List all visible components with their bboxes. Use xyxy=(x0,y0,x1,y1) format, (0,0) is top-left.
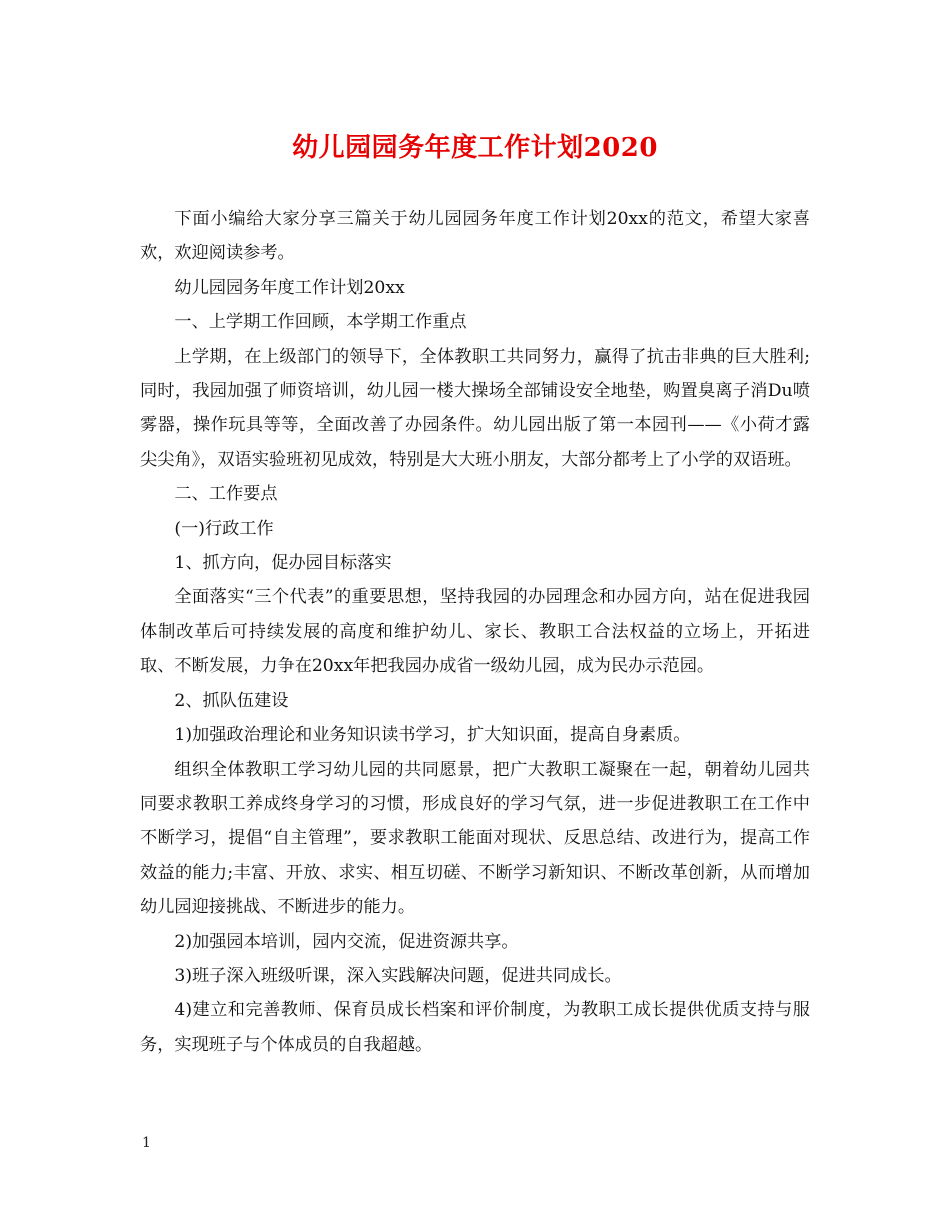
list-item-class-visits: 3)班子深入班级听课，深入实践解决问题，促进共同成长。 xyxy=(174,965,622,986)
paragraph-review: 上学期，在上级部门的领导下，全体教职工共同努力，赢得了抗击非典的巨大胜利;同时，我园加强了师资培训，幼儿园一楼大操场全部铺设安全地垫，购置臭离子消Du喷雾器，操作玩具等等，全面改善了办园条件。幼儿园出版了第一本园刊——《小荷才露尖尖角》，双语实验班初见成效，特别是大大班小朋友，大部分都考上了小学的双语班。 xyxy=(140,346,810,470)
item-heading-team: 2、抓队伍建设 xyxy=(174,690,289,711)
section-heading-review: 一、上学期工作回顾，本学期工作重点 xyxy=(174,312,467,333)
list-item-growth-files: 4)建立和完善教师、保育员成长档案和评价制度，为教职工成长提供优质支持与服务，实现班子与个体成员的自我超越。 xyxy=(140,1000,810,1055)
list-item-training: 2)加强园本培训，园内交流，促进资源共享。 xyxy=(174,931,519,952)
document-body xyxy=(140,202,810,1062)
document-title: 幼儿园园务年度工作计划2020 xyxy=(292,133,658,163)
paragraph-direction: 全面落实“三个代表”的重要思想，坚持我园的办园理念和办园方向，站在促进我园体制改革后可持续发展的高度和维护幼儿、家长、教职工合法权益的立场上，开拓进取、不断发展，力争在20xx年把我园办成省一级幼儿园，成为民办示范园。 xyxy=(140,587,810,677)
item-heading-direction: 1、抓方向，促办园目标落实 xyxy=(174,553,392,574)
paragraph-subtitle: 幼儿园园务年度工作计划20xx xyxy=(174,277,405,298)
subsection-heading-admin: (一)行政工作 xyxy=(174,518,274,539)
list-item-study: 1)加强政治理论和业务知识读书学习，扩大知识面，提高自身素质。 xyxy=(174,725,691,746)
section-heading-key-points: 二、工作要点 xyxy=(174,484,278,505)
page-number: 1 xyxy=(142,1135,151,1151)
paragraph-study: 组织全体教职工学习幼儿园的共同愿景，把广大教职工凝聚在一起，朝着幼儿园共同要求教职工养成终身学习的习惯，形成良好的学习气氛，进一步促进教职工在工作中不断学习，提倡“自主管理”，要求教职工能面对现状、反思总结、改进行为，提高工作效益的能力;丰富、开放、求实、相互切磋、不断学习新知识、不断改革创新，从而增加幼儿园迎接挑战、不断进步的能力。 xyxy=(140,759,810,918)
paragraph-intro: 下面小编给大家分享三篇关于幼儿园园务年度工作计划20xx的范文，希望大家喜欢，欢迎阅读参考。 xyxy=(140,209,810,264)
